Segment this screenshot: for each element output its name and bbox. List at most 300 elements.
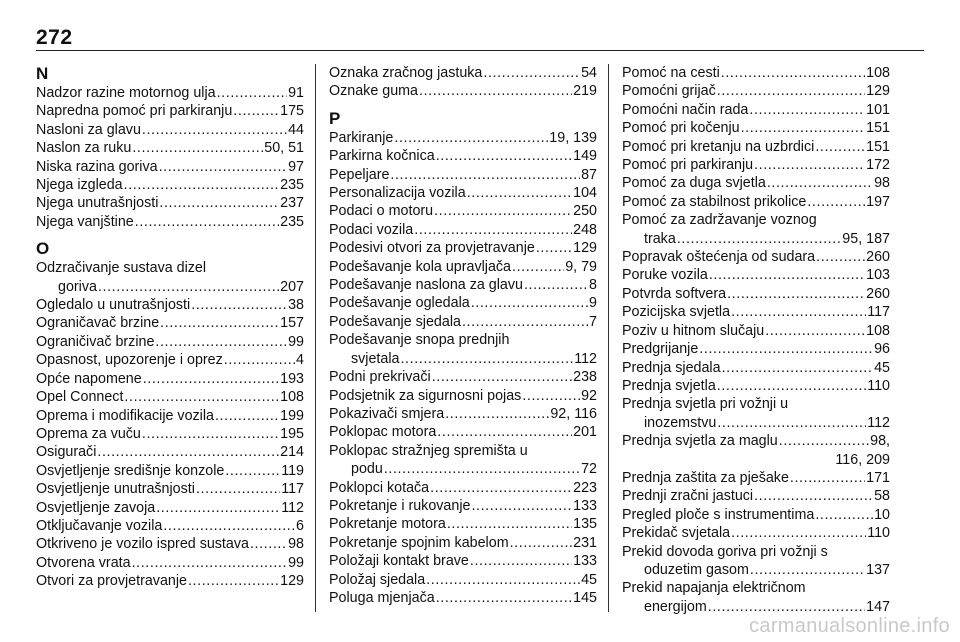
index-entry-pages: 145 xyxy=(573,589,597,606)
index-entry-pages: 101 xyxy=(866,101,890,118)
index-entry xyxy=(622,322,890,340)
index-entry xyxy=(329,479,597,497)
index-entry-pages: 108 xyxy=(866,322,890,339)
index-entry-term: Prekidač svjetala xyxy=(622,525,731,542)
index-entry-term: Prednja sjedala xyxy=(622,359,721,376)
dot-leader xyxy=(727,285,865,303)
index-entry xyxy=(622,285,890,303)
index-entry xyxy=(329,460,597,478)
index-entry xyxy=(36,443,304,461)
index-entry-pages: 129 xyxy=(280,573,304,590)
index-entry-term: Poklopac motora xyxy=(329,424,437,441)
index-entry xyxy=(622,469,890,487)
index-entry xyxy=(36,517,304,535)
index-entry-pages: 91 xyxy=(288,85,304,101)
dot-leader xyxy=(717,82,865,100)
dot-leader xyxy=(677,230,842,248)
index-entry-term: Osvjetljenje unutrašnjosti xyxy=(36,481,195,498)
index-entry-pages: 112 xyxy=(281,499,304,516)
index-entry-term: Opće napomene xyxy=(36,370,142,387)
dot-leader xyxy=(731,524,866,542)
index-entry xyxy=(329,515,597,533)
dot-leader xyxy=(483,64,580,82)
dot-leader xyxy=(390,166,580,184)
dot-leader xyxy=(815,506,873,524)
index-entry xyxy=(622,193,890,211)
index-entry xyxy=(329,423,597,441)
dot-leader xyxy=(779,432,869,450)
index-entry-pages: 133 xyxy=(573,553,597,570)
index-entry-term: Opel Connect xyxy=(36,389,124,406)
index-entry-term: Pomoć pri parkiranju xyxy=(622,157,754,174)
index-entry xyxy=(329,64,597,82)
index-entry-pages: 260 xyxy=(866,285,890,302)
index-entry-pages: 54 xyxy=(581,65,597,81)
index-entry-term: Osigurači xyxy=(36,444,97,461)
index-entry-pages: 201 xyxy=(573,424,597,441)
index-entry-term: Podešavanje kola upravljača xyxy=(329,258,512,275)
index-entry xyxy=(36,278,304,296)
index-entry xyxy=(36,425,304,443)
index-entry-pages: 151 xyxy=(866,120,890,137)
dot-leader xyxy=(224,351,295,369)
dot-leader xyxy=(142,121,287,139)
index-entry-pages: 92, 116 xyxy=(550,405,597,422)
index-entry xyxy=(622,119,890,137)
index-entry xyxy=(329,387,597,405)
dot-leader xyxy=(510,534,573,552)
index-entry-term: Osvjetljenje središnje konzole xyxy=(36,462,225,479)
index-entry-term: Napredna pomoć pri parkiranju xyxy=(36,103,233,120)
dot-leader xyxy=(250,535,287,553)
index-entry-term: Pokretanje motora xyxy=(329,516,446,533)
dot-leader xyxy=(721,64,865,82)
index-entry-pages: 135 xyxy=(573,516,597,533)
dot-leader xyxy=(419,82,572,100)
dot-leader xyxy=(124,388,279,406)
dot-leader xyxy=(188,572,279,590)
dot-leader xyxy=(524,276,588,294)
index-entry-pages: 235 xyxy=(280,213,304,230)
index-entry xyxy=(329,166,597,184)
dot-leader xyxy=(699,340,873,358)
dot-leader xyxy=(124,176,280,194)
index-entry-pages: 172 xyxy=(866,157,890,174)
index-entry xyxy=(329,294,597,312)
index-entry-pages: 4 xyxy=(296,352,304,369)
index-entry-term: Osvjetljenje zavoja xyxy=(36,499,156,516)
index-entry xyxy=(622,248,890,266)
index-entry-pages: 223 xyxy=(573,479,597,496)
dot-leader xyxy=(709,266,865,284)
index-entry-term: Podaci vozila xyxy=(329,221,414,238)
index-entry xyxy=(622,414,890,432)
index-entry-pages: 92 xyxy=(581,387,597,404)
index-entry-term: Poziv u hitnom slučaju xyxy=(622,322,765,339)
index-entry xyxy=(622,82,890,100)
dot-leader xyxy=(163,517,295,535)
dot-leader xyxy=(432,368,572,386)
index-entry xyxy=(36,296,304,314)
index-entry-pages: 98, xyxy=(870,433,890,450)
index-entry-term: Popravak oštećenja od sudara xyxy=(622,249,816,266)
dot-leader xyxy=(436,147,572,165)
page-number: 272 xyxy=(36,26,73,49)
index-entry-term: Pomoćni grijač xyxy=(622,83,716,100)
index-entry-term: Oprema i modifikacije vozila xyxy=(36,407,214,424)
dot-leader xyxy=(135,213,279,231)
index-entry-term: Niska razina goriva xyxy=(36,158,158,175)
dot-leader xyxy=(155,333,287,351)
section-letter: N xyxy=(36,64,49,83)
index-entry-term: Prednji zračni jastuci xyxy=(622,488,754,505)
index-entry xyxy=(36,102,304,120)
index-entry-term: Podaci o motoru xyxy=(329,203,434,220)
index-entry xyxy=(622,432,890,450)
index-entry-pages: 238 xyxy=(573,369,597,386)
index-entry-pages: 19, 139 xyxy=(549,129,597,146)
index-entry-term: Predgrijanje xyxy=(622,341,699,358)
index-entry-term: Pokretanje i rukovanje xyxy=(329,497,471,514)
index-entry-term: Pomoć pri kretanju na uzbrdici xyxy=(622,138,815,155)
index-entry xyxy=(36,407,304,425)
dot-leader xyxy=(536,239,572,257)
index-entry-term: Podsjetnik za sigurnosni pojas xyxy=(329,387,522,404)
dot-leader xyxy=(750,561,865,579)
dot-leader xyxy=(790,469,865,487)
index-entry-pages: 149 xyxy=(573,148,597,165)
index-entry-pages: 104 xyxy=(573,185,597,202)
dot-leader xyxy=(522,387,580,405)
index-entry-pages: 235 xyxy=(280,177,304,194)
index-entry-term: Personalizacija vozila xyxy=(329,185,466,202)
dot-leader xyxy=(215,407,279,425)
index-entry-pages: 6 xyxy=(296,517,304,534)
dot-leader xyxy=(196,480,280,498)
dot-leader xyxy=(159,158,288,176)
index-entry-term: inozemstvu xyxy=(644,414,717,431)
index-entry-pages: 9, 79 xyxy=(565,258,597,275)
dot-leader xyxy=(445,405,549,423)
index-entry xyxy=(329,82,597,100)
index-entry xyxy=(622,524,890,542)
index-entry xyxy=(329,350,597,368)
index-entry xyxy=(622,64,890,82)
index-entry xyxy=(622,506,890,524)
dot-leader xyxy=(384,460,580,478)
dot-leader xyxy=(426,571,580,589)
index-entry-term: Pregled ploče s instrumentima xyxy=(622,506,815,523)
dot-leader xyxy=(717,377,866,395)
dot-leader xyxy=(394,129,548,147)
dot-leader xyxy=(159,194,279,212)
dot-leader xyxy=(765,322,865,340)
index-entry xyxy=(622,174,890,192)
index-entry-pages: 231 xyxy=(573,534,597,551)
index-entry-term: Prednja svjetla xyxy=(622,377,716,394)
index-entry xyxy=(329,589,597,607)
index-entry-pages: 10 xyxy=(874,506,890,523)
index-entry-pages: 147 xyxy=(866,598,890,615)
index-entry-term: Položaji kontakt brave xyxy=(329,553,469,570)
dot-leader xyxy=(749,101,865,119)
index-entry-term: Podesivi otvori za provjetravanje xyxy=(329,240,535,257)
index-entry-term: goriva xyxy=(58,278,97,295)
index-entry-term: Poruke vozila xyxy=(622,267,708,284)
index-entry-pages: 99 xyxy=(288,554,304,571)
index-entry-term: Ograničavač brzine xyxy=(36,315,160,332)
index-entry-pages: 44 xyxy=(288,121,304,138)
index-entry xyxy=(36,139,304,157)
dot-leader xyxy=(754,156,865,174)
index-entry xyxy=(622,138,890,156)
index-entry-term: svjetala xyxy=(351,350,400,367)
index-entry-heading: Odzračivanje sustava dizel xyxy=(36,260,207,277)
index-entry-pages: 248 xyxy=(573,221,597,238)
dot-leader xyxy=(462,313,588,331)
index-entry xyxy=(622,359,890,377)
index-entry-term: Oznake guma xyxy=(329,83,419,100)
index-entry-term: Njega vanjštine xyxy=(36,213,134,230)
index-entry-pages: 175 xyxy=(280,103,304,120)
index-entry-term: traka xyxy=(644,230,676,247)
index-entry-term: Poluga mjenjača xyxy=(329,589,435,606)
index-entry xyxy=(36,84,304,102)
index-entry xyxy=(622,598,890,616)
index-entry-term: Pomoć na cesti xyxy=(622,65,720,81)
index-column-1 xyxy=(36,64,304,591)
index-entry xyxy=(622,340,890,358)
index-entry xyxy=(622,266,890,284)
index-entry-term: Podešavanje naslona za glavu xyxy=(329,277,523,294)
index-entry-pages: 207 xyxy=(280,278,304,295)
column-divider xyxy=(608,64,609,612)
index-entry xyxy=(36,554,304,572)
index-entry-pages: 9 xyxy=(589,295,597,312)
index-entry-term: Pepeljare xyxy=(329,166,390,183)
index-entry-pages: 199 xyxy=(280,407,304,424)
index-entry xyxy=(329,405,597,423)
index-entry xyxy=(36,480,304,498)
dot-leader xyxy=(414,221,572,239)
index-entry-heading: Prekid napajanja električnom xyxy=(622,580,806,597)
index-entry-pages: 58 xyxy=(874,488,890,505)
index-entry-pages: 108 xyxy=(866,65,890,81)
index-entry-pages: 151 xyxy=(866,138,890,155)
dot-leader xyxy=(767,174,873,192)
index-entry-pages: 98 xyxy=(874,175,890,192)
dot-leader xyxy=(225,462,280,480)
dot-leader xyxy=(132,139,263,157)
dot-leader xyxy=(156,499,280,517)
index-entry-pages: 103 xyxy=(866,267,890,284)
index-entry-pages: 45 xyxy=(581,571,597,588)
index-entry-term: podu xyxy=(351,461,383,478)
index-entry-term: Pokazivači smjera xyxy=(329,405,445,422)
index-entry-heading: Prekid dovoda goriva pri vožnji s xyxy=(622,543,828,560)
index-entry xyxy=(36,370,304,388)
index-entry-pages: 108 xyxy=(280,389,304,406)
index-entry-pages: 110 xyxy=(867,377,890,394)
index-entry-pages: 45 xyxy=(874,359,890,376)
dot-leader xyxy=(754,487,873,505)
index-entry xyxy=(329,239,597,257)
index-entry-term: Položaj sjedala xyxy=(329,571,426,588)
index-entry xyxy=(36,388,304,406)
index-entry-pages: 237 xyxy=(280,195,304,212)
index-entry xyxy=(329,497,597,515)
dot-leader xyxy=(471,294,588,312)
index-entry xyxy=(36,572,304,590)
index-entry-pages: 110 xyxy=(867,525,890,542)
index-entry-pages: 112 xyxy=(574,350,597,367)
index-entry-pages: 193 xyxy=(280,370,304,387)
dot-leader xyxy=(467,184,572,202)
dot-leader xyxy=(437,423,572,441)
index-entry xyxy=(329,552,597,570)
dot-leader xyxy=(717,414,866,432)
index-entry-pages: 112 xyxy=(867,414,890,431)
column-divider xyxy=(315,64,316,612)
index-entry xyxy=(36,535,304,553)
index-entry xyxy=(329,129,597,147)
index-entry-pages: 38 xyxy=(288,297,304,314)
index-entry xyxy=(329,147,597,165)
index-entry-term: Ogledalo u unutrašnjosti xyxy=(36,297,191,314)
index-entry-pages: 99 xyxy=(288,333,304,350)
header-divider xyxy=(36,50,924,51)
index-entry xyxy=(329,276,597,294)
index-entry xyxy=(36,314,304,332)
index-entry xyxy=(622,230,890,248)
dot-leader xyxy=(470,552,572,570)
dot-leader xyxy=(708,598,865,616)
index-entry-pages: 97 xyxy=(288,158,304,175)
dot-leader xyxy=(815,138,865,156)
index-entry xyxy=(36,462,304,480)
index-entry-pages: 129 xyxy=(573,240,597,257)
index-entry xyxy=(329,534,597,552)
dot-leader xyxy=(97,443,279,461)
index-entry-pages: 95, 187 xyxy=(842,230,890,247)
index-entry-heading: Podešavanje snopa prednjih xyxy=(329,332,510,349)
index-entry xyxy=(622,487,890,505)
dot-leader xyxy=(434,202,572,220)
watermark-logo: carmanualsonline.info xyxy=(749,615,950,637)
index-entry xyxy=(329,184,597,202)
dot-leader xyxy=(471,497,572,515)
index-entry xyxy=(622,377,890,395)
index-entry-term: Opasnost, upozorenje i oprez xyxy=(36,352,223,369)
index-column-2 xyxy=(329,64,597,607)
dot-leader xyxy=(731,303,866,321)
dot-leader xyxy=(132,554,288,572)
index-entry-term: Prednja svjetla za maglu xyxy=(622,433,778,450)
index-entry-pages: 133 xyxy=(573,497,597,514)
dot-leader xyxy=(512,258,564,276)
dot-leader xyxy=(142,425,279,443)
section-letter: P xyxy=(329,108,341,128)
index-entry xyxy=(36,499,304,517)
index-entry-pages: 197 xyxy=(866,193,890,210)
index-entry xyxy=(622,303,890,321)
index-entry-pages: 157 xyxy=(280,315,304,332)
index-entry-pages: 117 xyxy=(867,304,890,321)
dot-leader xyxy=(816,248,865,266)
dot-leader xyxy=(143,370,279,388)
index-entry-term: Poklopci kotača xyxy=(329,479,430,496)
index-entry-term: Pomoćni način rada xyxy=(622,101,749,118)
index-entry-term: Podešavanje sjedala xyxy=(329,313,461,330)
index-entry xyxy=(329,571,597,589)
index-entry xyxy=(329,368,597,386)
dot-leader xyxy=(233,102,279,120)
index-entry-term: Ograničivač brzine xyxy=(36,333,155,350)
index-entry-term: Otvorena vrata xyxy=(36,554,131,571)
dot-leader xyxy=(722,359,874,377)
dot-leader xyxy=(430,479,572,497)
index-entry xyxy=(36,351,304,369)
index-entry xyxy=(36,194,304,212)
index-column-3 xyxy=(622,64,890,616)
section-letter: O xyxy=(36,239,50,259)
index-entry-term: Pomoć pri kočenju xyxy=(622,120,740,137)
index-entry-pages: 137 xyxy=(866,561,890,578)
index-entry-term: Otvori za provjetravanje xyxy=(36,573,187,590)
index-entry-term: Pomoć za stabilnost prikolice xyxy=(622,193,807,210)
index-entry-term: Pokretanje spojnim kabelom xyxy=(329,534,509,551)
index-entry-pages: 129 xyxy=(866,83,890,100)
index-entry-term: Potvrda softvera xyxy=(622,285,727,302)
index-entry-pages: 214 xyxy=(280,444,304,461)
index-entry xyxy=(329,221,597,239)
index-entry-pages: 98 xyxy=(288,536,304,553)
index-entry-term: Otkriveno je vozilo ispred sustava xyxy=(36,536,249,553)
index-entry-term: Pozicijska svjetla xyxy=(622,304,731,321)
index-entry-term: energijom xyxy=(644,598,707,615)
index-entry-pages: 7 xyxy=(589,313,597,330)
index-entry-pages: 250 xyxy=(573,203,597,220)
index-entry-heading: Prednja svjetla pri vožnji u xyxy=(622,396,789,413)
index-entry xyxy=(36,121,304,139)
index-entry-pages-continued: 116, 209 xyxy=(835,451,890,468)
dot-leader xyxy=(217,84,287,102)
index-entry-term: Njega izgleda xyxy=(36,177,123,194)
index-entry-term: Prednja zaštita za pješake xyxy=(622,469,789,486)
index-entry-term: Parkirna kočnica xyxy=(329,148,435,165)
index-entry-pages: 171 xyxy=(866,469,890,486)
dot-leader xyxy=(807,193,865,211)
index-entry-pages: 117 xyxy=(281,481,304,498)
index-entry-term: Oznaka zračnog jastuka xyxy=(329,65,483,81)
index-entry-heading: Poklopac stražnjeg spremišta u xyxy=(329,442,528,459)
index-entry-term: Pomoć za duga svjetla xyxy=(622,175,766,192)
index-entry xyxy=(329,258,597,276)
index-entry xyxy=(36,176,304,194)
index-entry-pages: 87 xyxy=(581,166,597,183)
index-entry-term: Nasloni za glavu xyxy=(36,121,141,138)
index-entry-term: Parkiranje xyxy=(329,129,394,146)
index-entry xyxy=(36,158,304,176)
dot-leader xyxy=(741,119,866,137)
index-entry-pages: 219 xyxy=(573,83,597,100)
dot-leader xyxy=(436,589,572,607)
index-entry-term: Njega unutrašnjosti xyxy=(36,195,159,212)
index-entry xyxy=(329,313,597,331)
dot-leader xyxy=(191,296,287,314)
index-entry xyxy=(329,202,597,220)
index-entry-term: Oprema za vuču xyxy=(36,425,141,442)
